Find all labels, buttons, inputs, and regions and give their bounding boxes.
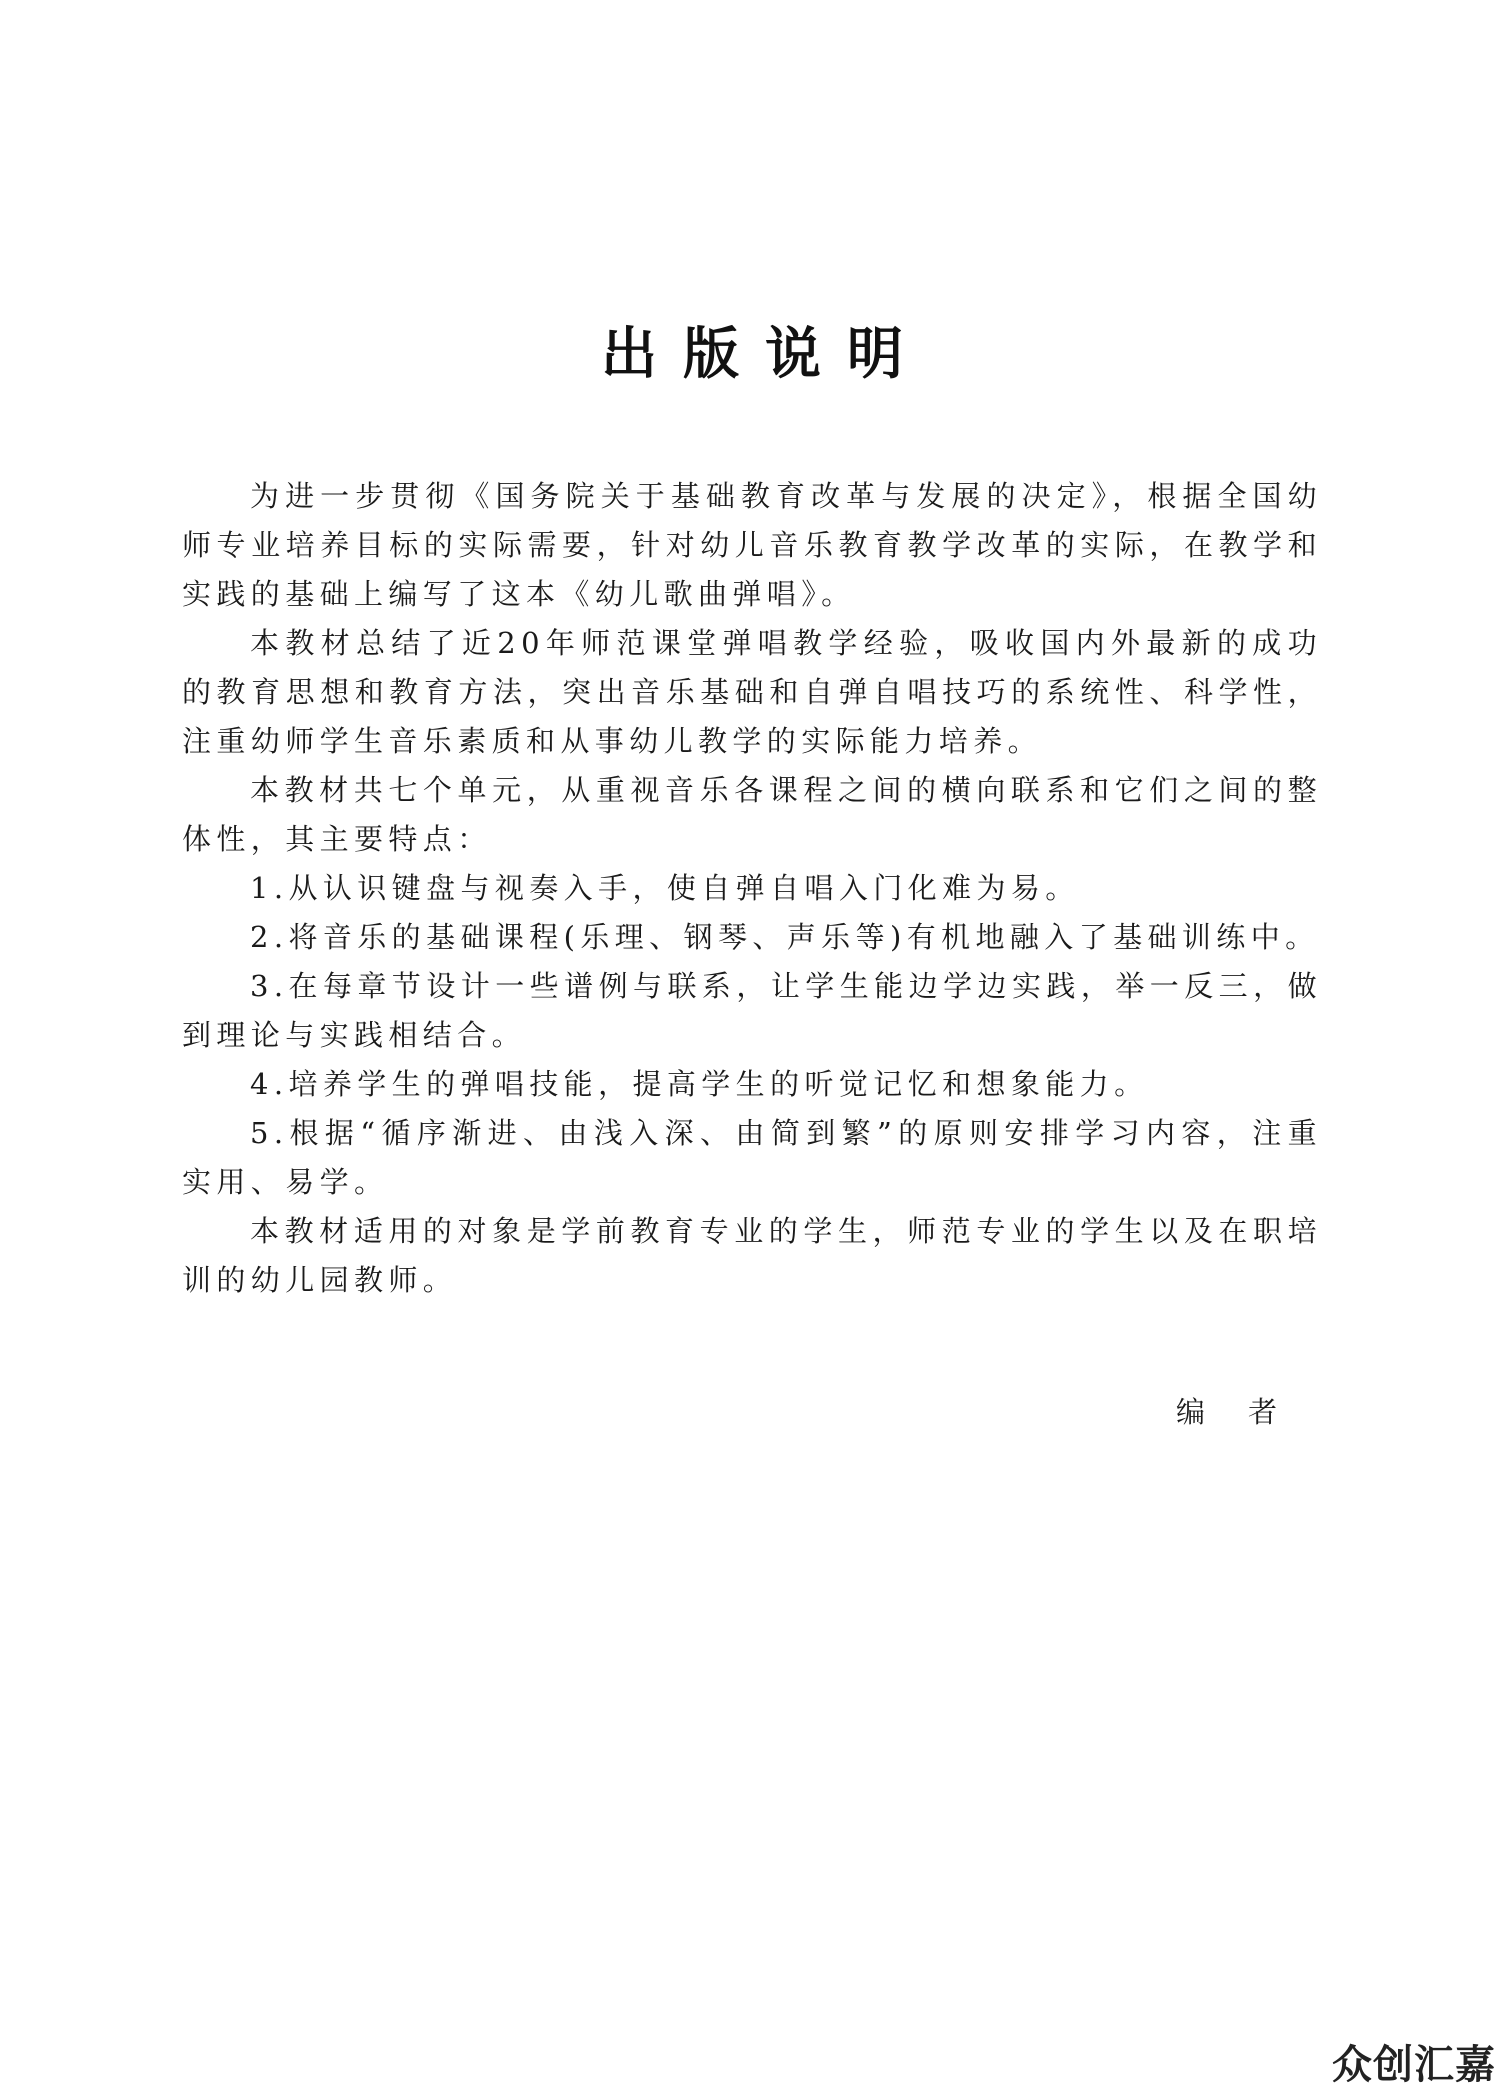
editor-signature	[1176, 1390, 1282, 1431]
paragraph-audience: 本教材适用的对象是学前教育专业的学生，师范专业的学生以及在职培训的幼儿园教师。	[182, 1214, 1322, 1297]
signature-char-2: 者	[1247, 1395, 1282, 1429]
page-title: 出版说明	[601, 322, 929, 387]
paragraph-summary: 本教材总结了近20年师范课堂弹唱教学经验，吸收国内外最新的成功的教育思想和教育方法，突出音乐基础和自弹自唱技巧的系统性、科学性，注重幼师学生音乐素质和从事幼儿教学的实际能力培养。	[182, 626, 1322, 758]
feature-item-2: 2.将音乐的基础课程(乐理、钢琴、声乐等)有机地融入了基础训练中。	[250, 920, 1320, 954]
feature-item-1: 1.从认识键盘与视奏入手，使自弹自唱入门化难为易。	[250, 871, 1080, 905]
signature-char-1: 编	[1175, 1395, 1210, 1429]
paragraph-intro: 为进一步贯彻《国务院关于基础教育改革与发展的决定》，根据全国幼师专业培养目标的实际需要，针对幼儿音乐教育教学改革的实际，在教学和实践的基础上编写了这本《幼儿歌曲弹唱》。	[182, 479, 1322, 611]
body-text	[182, 472, 1322, 1305]
feature-item-3: 3.在每章节设计一些谱例与联系，让学生能边学边实践，举一反三，做到理论与实践相结合。	[182, 969, 1322, 1052]
feature-item-4: 4.培养学生的弹唱技能，提高学生的听觉记忆和想象能力。	[250, 1067, 1149, 1101]
feature-item-5: 5.根据“循序渐进、由浅入深、由简到繁”的原则安排学习内容，注重实用、易学。	[182, 1116, 1322, 1199]
paragraph-structure: 本教材共七个单元，从重视音乐各课程之间的横向联系和它们之间的整体性，其主要特点：	[182, 773, 1322, 856]
watermark-logo: 众创汇嘉	[1332, 2042, 1496, 2088]
